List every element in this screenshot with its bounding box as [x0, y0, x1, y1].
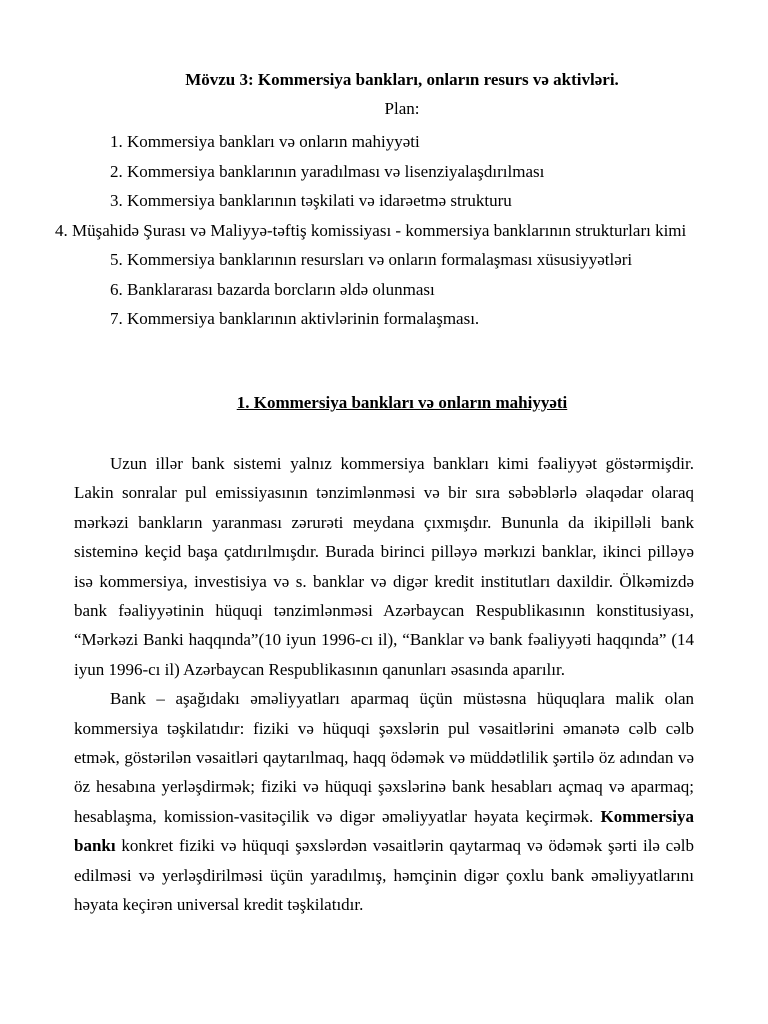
paragraph-text: konkret fiziki və hüquqi şəxslərdən vəsaitlərin qaytarmaq və ödəmək şərti ilə cəlb edilməsi və yerləşdirilməsi üçün yaradılmış, həmçinin digər çoxlu bank əməliyyatlarını həyata keçirən universal kredit təşkilatıdır. [74, 836, 694, 915]
paragraph: Uzun illər bank sistemi yalnız kommersiya bankları kimi fəaliyyət göstərmişdir. Lakin sonralar pul emissiyasının tənzimlənməsi və bir sıra səbəblərlə əlaqədar olaraq mərkəzi bankların yaranması zərurəti meydana çıxmışdır. Bununla da ikipilləli bank sisteminə keçid başa çatdırılmışdır. Burada birinci pilləyə mərkızi banklar, ikinci pilləyə isə kommersiya, investisiya və s. banklar və digər kredit institutları daxildir. Ölkəmizdə bank fəaliyyətinin hüquqi tənzimlənməsi Azərbaycan Respublikasının konstitusiyası, “Mərkəzi Banki haqqında”(10 iyun 1996-cı il), “Banklar və bank fəaliyyəti haqqında” (14 iyun 1996-cı il) Azərbaycan Respublikasının qanunları əsasında aparılır. [74, 454, 694, 679]
plan-item: 2. Kommersiya banklarının yaradılması və lisenziyalaşdırılması [110, 161, 545, 181]
paragraph-text: Bank – aşağıdakı əməliyyatları aparmaq üçün müstəsna hüquqlara malik olan kommersiya təşkilatıdır: fiziki və hüquqi şəxslərin pul vəsaitlərini əmanətə cəlb cəlb etmək, göstərilən vəsaitləri qaytarılmaq, haqq ödəmək və müddətlilik şərtilə öz adından və öz hesabına yerləşdirmək; fiziki və hüquqi şəxslərinə bank hesabları açmaq və aparmaq; hesablaşma, komission-vasitəçilik və digər əməliyyatlar həyata keçirmək. [74, 689, 694, 826]
plan-item: 7. Kommersiya banklarının aktivlərinin formalaşması. [110, 309, 480, 328]
plan-list [0, 127, 768, 334]
body-text [74, 449, 694, 920]
plan-item: 5. Kommersiya banklarının resursları və onların formalaşması xüsusiyyətləri [110, 250, 633, 269]
plan-label: Plan: [384, 99, 420, 118]
plan-item: 6. Banklararası bazarda borcların əldə olunması [110, 279, 435, 299]
plan-item: 1. Kommersiya bankları və onların mahiyyəti [110, 132, 420, 151]
plan-item: 3. Kommersiya banklarının təşkilati və idarəetmə strukturu [110, 191, 512, 210]
section-heading: 1. Kommersiya bankları və onların mahiyyəti [236, 393, 568, 412]
document-title: Mövzu 3: Kommersiya bankları, onların resurs və aktivləri. [185, 70, 619, 89]
plan-item: 4. Müşahidə Şurası və Maliyyə-təftiş komissiyası - kommersiya banklarının strukturları kimi [55, 220, 687, 240]
bold-term: Kommersiya bankı [74, 806, 695, 856]
paragraph [74, 684, 694, 919]
